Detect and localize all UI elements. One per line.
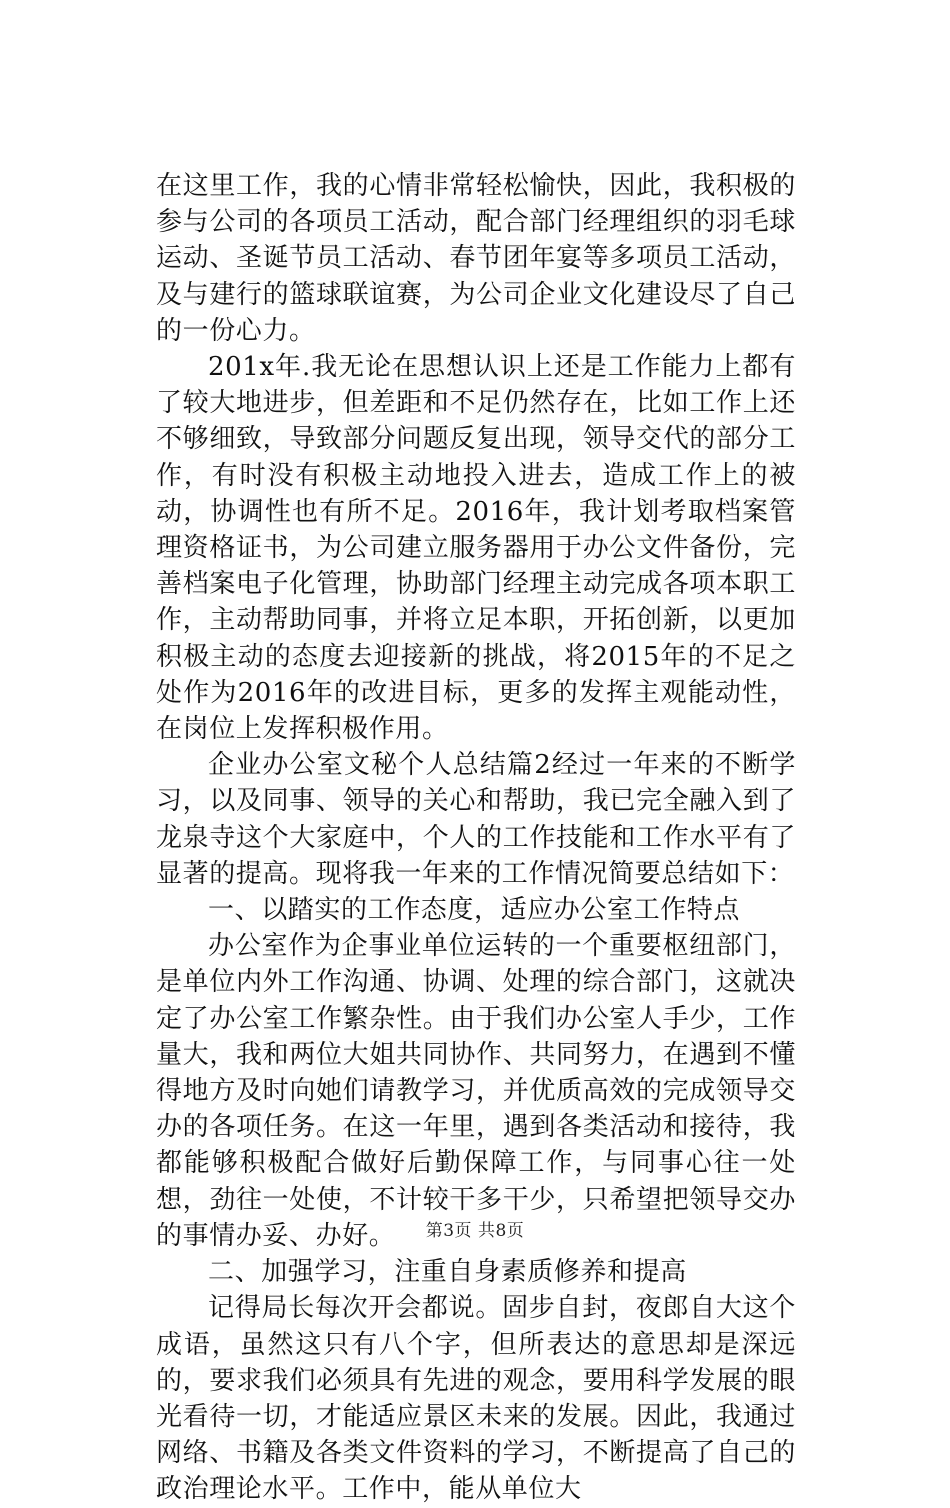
paragraph-3: 企业办公室文秘个人总结篇2经过一年来的不断学习，以及同事、领导的关心和帮助，我已完全融入到了龙泉寺这个大家庭中，个人的工作技能和工作水平有了显著的提高。现将我一年来的工作情况简要总结如下： bbox=[156, 750, 796, 889]
paragraph-1: 在这里工作，我的心情非常轻松愉快，因此，我积极的参与公司的各项员工活动，配合部门经理组织的羽毛球运动、圣诞节员工活动、春节团年宴等多项员工活动，及与建行的篮球联谊赛，为公司企业文化建设尽了自己的一份心力。 bbox=[156, 171, 796, 346]
paragraph-5: 记得局长每次开会都说。固步自封，夜郎自大这个成语，虽然这只有八个字，但所表达的意思却是深远的，要求我们必须具有先进的观念，要用科学发展的眼光看待一切，才能适应景区未来的发展。因此，我通过网络、书籍及各类文件资料的学习，不断提高了自己的政治理论水平。工作中，能从单位大 bbox=[156, 1293, 796, 1505]
document-body bbox=[156, 168, 796, 1508]
section-heading-2: 二、加强学习，注重自身素质修养和提高 bbox=[208, 1257, 687, 1288]
page-number-footer: 第3页 共8页 bbox=[425, 1221, 525, 1241]
paragraph-4: 办公室作为企事业单位运转的一个重要枢纽部门，是单位内外工作沟通、协调、处理的综合部门，这就决定了办公室工作繁杂性。由于我们办公室人手少，工作量大，我和两位大姐共同协作、共同努力，在遇到不懂得地方及时向她们请教学习，并优质高效的完成领导交办的各项任务。在这一年里，遇到各类活动和接待，我都能够积极配合做好后勤保障工作，与同事心往一处想，劲往一处使，不计较干多干少，只希望把领导交办的事情办妥、办好。 bbox=[156, 931, 796, 1251]
paragraph-2: 201x年.我无论在思想认识上还是工作能力上都有了较大地进步，但差距和不足仍然存在，比如工作上还不够细致，导致部分问题反复出现，领导交代的部分工作，有时没有积极主动地投入进去，造成工作上的被动，协调性也有所不足。2016年，我计划考取档案管理资格证书，为公司建立服务器用于办公文件备份，完善档案电子化管理，协助部门经理主动完成各项本职工作，主动帮助同事，并将立足本职，开拓创新，以更加积极主动的态度去迎接新的挑战，将2015年的不足之处作为2016年的改进目标，更多的发挥主观能动性，在岗位上发挥积极作用。 bbox=[156, 352, 796, 745]
section-heading-1: 一、以踏实的工作态度，适应办公室工作特点 bbox=[208, 895, 741, 926]
